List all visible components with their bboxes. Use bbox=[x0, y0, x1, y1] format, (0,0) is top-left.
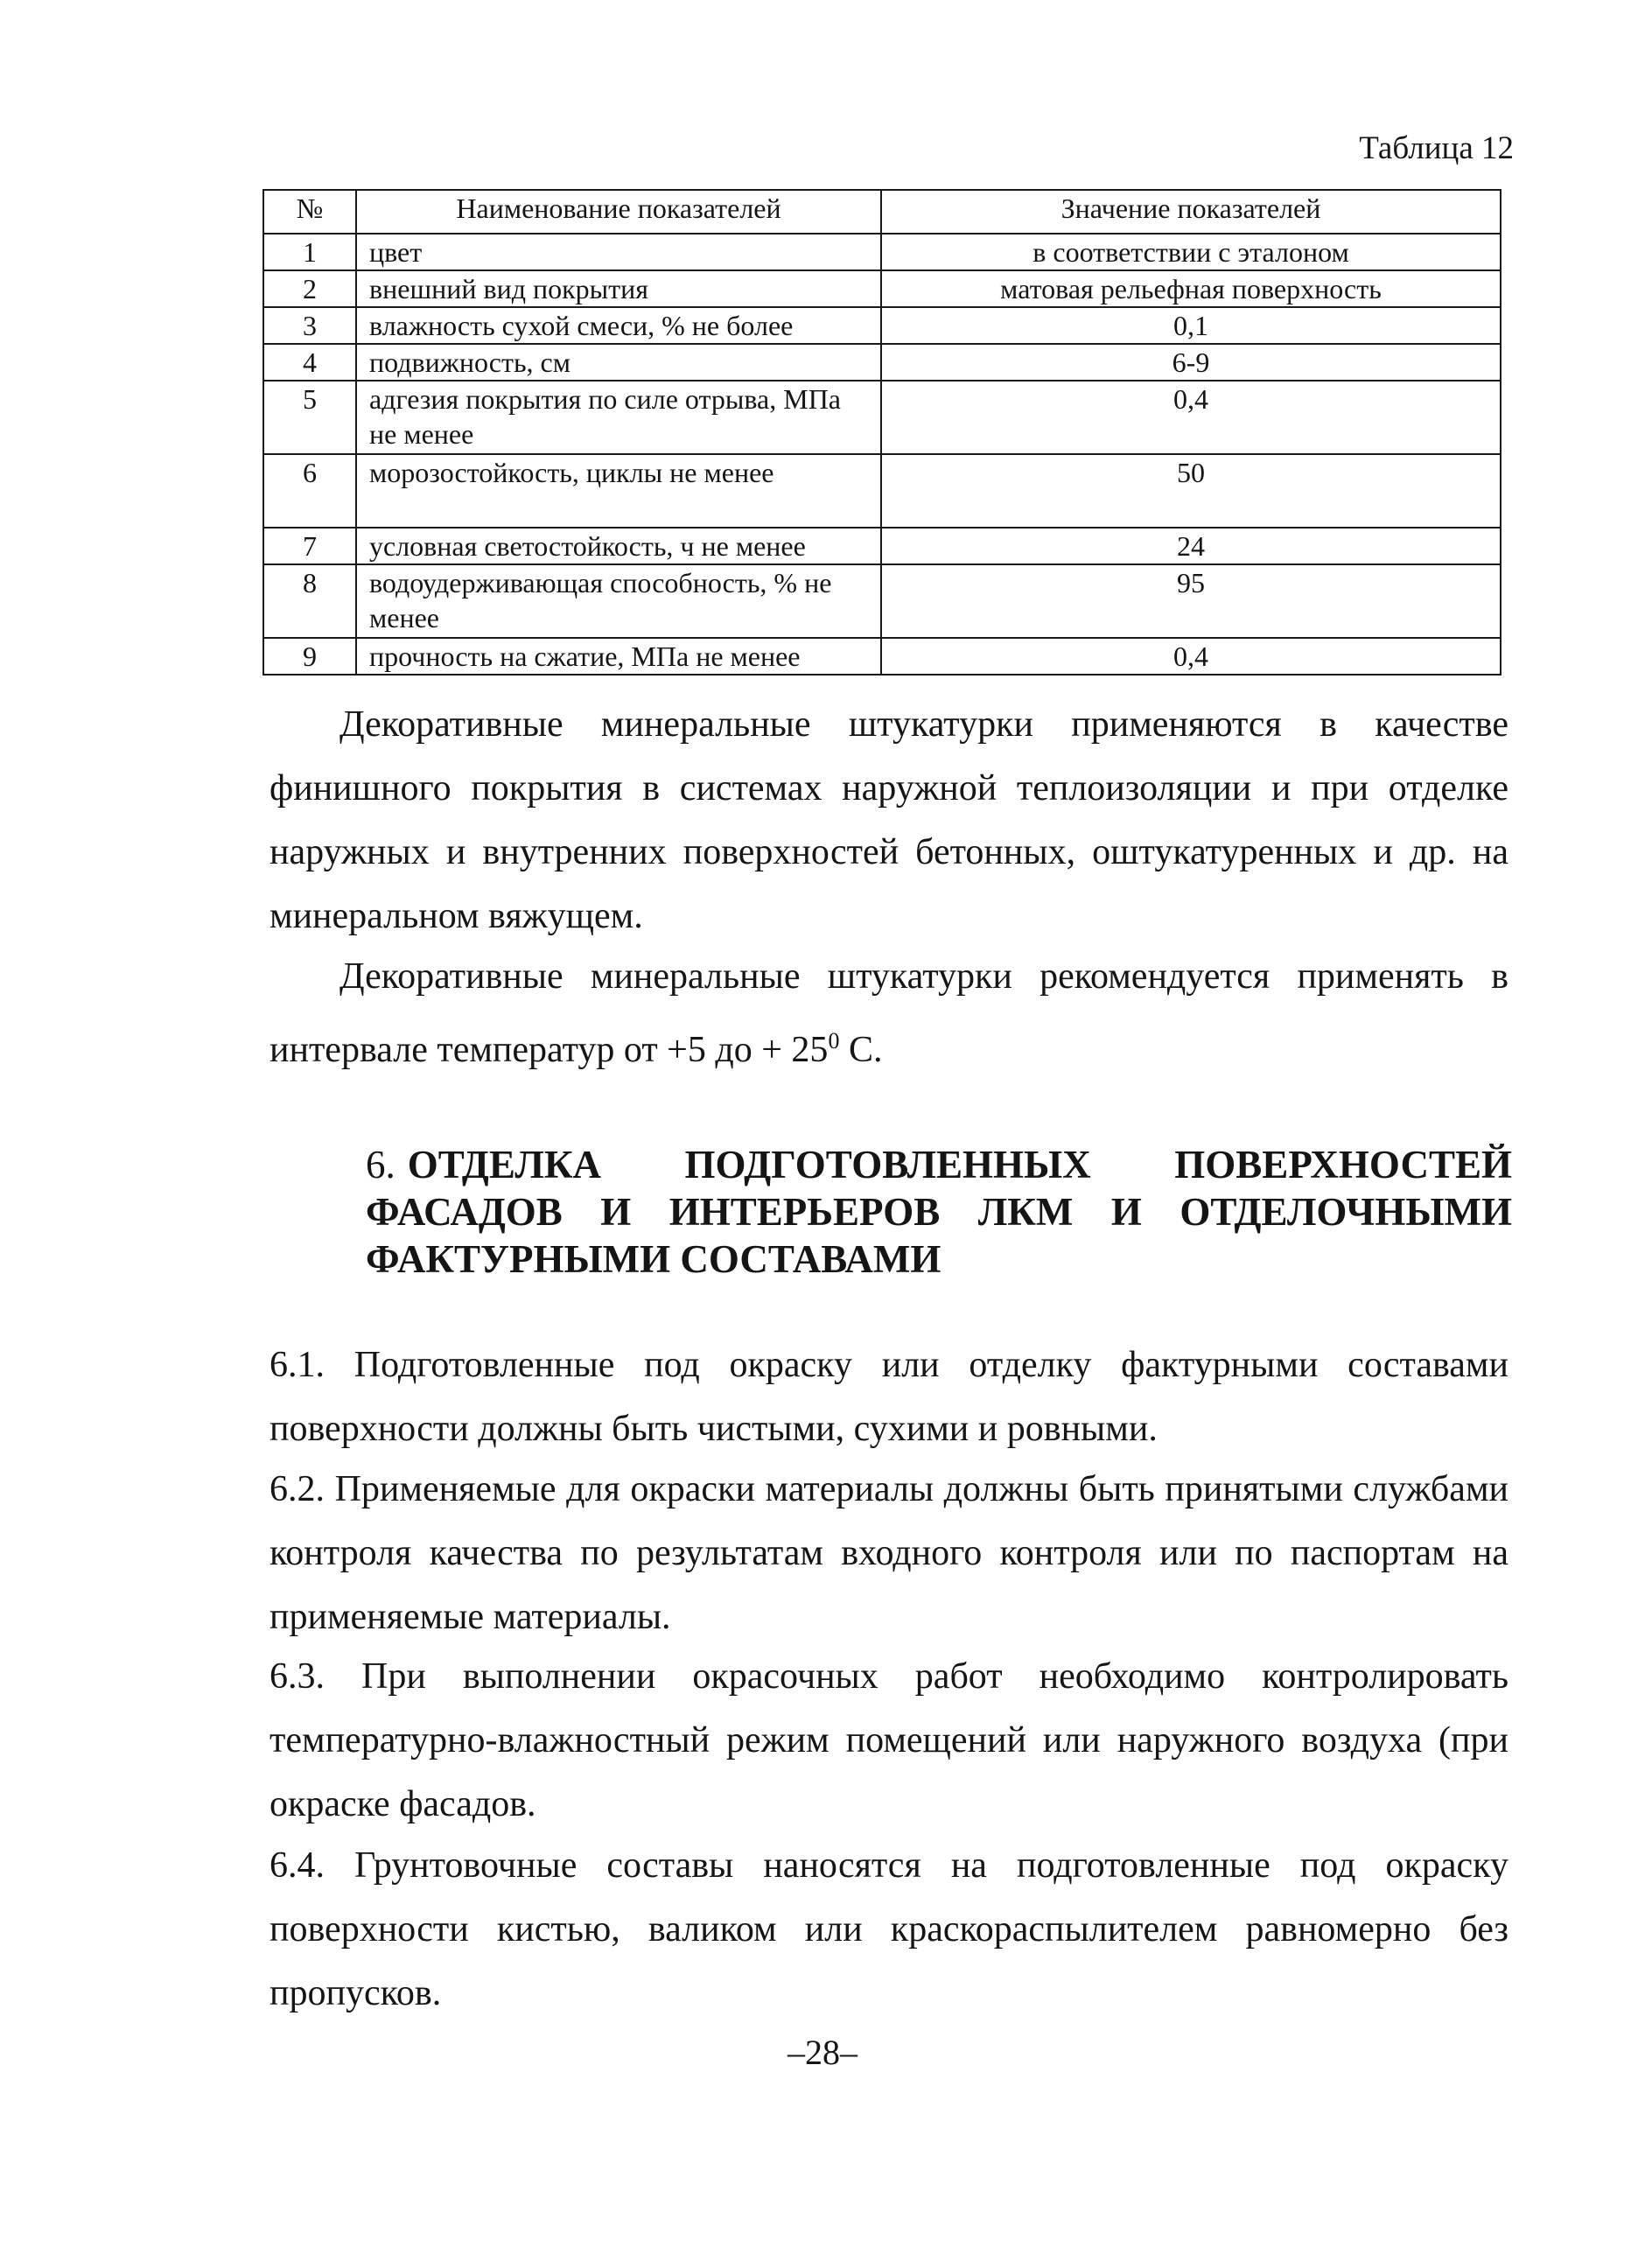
section-title: ОТДЕЛКА ПОДГОТОВЛЕННЫХ ПОВЕРХНОСТЕЙ ФАСАДОВ И ИНТЕРЬЕРОВ ЛКМ И ОТДЕЛОЧНЫМИ ФАКТУРНЫМИ СОСТАВАМИ bbox=[366, 1143, 1512, 1281]
row-indicator-value: 24 bbox=[881, 528, 1501, 564]
section-number: 6. bbox=[366, 1143, 396, 1186]
row-indicator-value: 0,4 bbox=[881, 381, 1501, 454]
row-indicator-value: 95 bbox=[881, 564, 1501, 638]
header-indicator-name: Наименование показателей bbox=[356, 190, 881, 234]
row-indicator-name: влажность сухой смеси, % не более bbox=[356, 307, 881, 344]
row-indicator-value: матовая рельефная поверхность bbox=[881, 270, 1501, 307]
table-row bbox=[263, 270, 1501, 307]
row-indicator-value: в соответствии с эталоном bbox=[881, 234, 1501, 270]
table-row bbox=[263, 528, 1501, 564]
row-number: 1 bbox=[263, 234, 356, 270]
row-indicator-value: 50 bbox=[881, 454, 1501, 528]
row-number: 5 bbox=[263, 381, 356, 454]
page-number: –28– bbox=[788, 2033, 858, 2072]
row-number: 6 bbox=[263, 454, 356, 528]
row-number: 3 bbox=[263, 307, 356, 344]
row-indicator-value: 6-9 bbox=[881, 344, 1501, 381]
paragraph-temperature-range bbox=[270, 945, 1508, 1082]
table-row bbox=[263, 454, 1501, 528]
clause-6-4: 6.4. Грунтовочные составы наносятся на подготовленные под окраску поверхности кистью, валиком или краскораспылителем равномерно без пропусков. bbox=[270, 1845, 1508, 2013]
row-indicator-name: адгезия покрытия по силе отрыва, МПа не менее bbox=[356, 381, 881, 454]
table-row bbox=[263, 638, 1501, 675]
paragraph-decorative-plaster-usage: Декоративные минеральные штукатурки применяются в качестве финишного покрытия в системах наружной теплоизоляции и при отделке наружных и внутренних поверхностей бетонных, оштукатуренных и др. на минеральном вяжущем. bbox=[270, 704, 1508, 936]
clause-6-1: 6.1. Подготовленные под окраску или отделку фактурными составами поверхности должны быть чистыми, сухими и ровными. bbox=[270, 1345, 1508, 1449]
table-header-row bbox=[263, 190, 1501, 234]
clause-6-3: 6.3. При выполнении окрасочных работ необходимо контролировать температурно-влажностный режим помещений или наружного воздуха (при окраске фасадов. bbox=[270, 1656, 1508, 1824]
row-number: 7 bbox=[263, 528, 356, 564]
table-caption: Таблица 12 bbox=[1359, 130, 1514, 166]
row-indicator-name: подвижность, см bbox=[356, 344, 881, 381]
clause-6-2: 6.2. Применяемые для окраски материалы должны быть принятыми службами контроля качества по результатам входного контроля или по паспортам на применяемые материалы. bbox=[270, 1469, 1508, 1637]
table-row bbox=[263, 381, 1501, 454]
row-indicator-name: прочность на сжатие, МПа не менее bbox=[356, 638, 881, 675]
row-indicator-name: условная светостойкость, ч не менее bbox=[356, 528, 881, 564]
section-heading bbox=[366, 1141, 1512, 1283]
row-number: 8 bbox=[263, 564, 356, 638]
temperature-unit: С. bbox=[839, 1030, 883, 1070]
row-number: 4 bbox=[263, 344, 356, 381]
header-number: № bbox=[263, 190, 356, 234]
row-indicator-name: водоудерживающая способность, % не менее bbox=[356, 564, 881, 638]
table-row bbox=[263, 564, 1501, 638]
row-indicator-name: морозостойкость, циклы не менее bbox=[356, 454, 881, 528]
row-indicator-name: внешний вид покрытия bbox=[356, 270, 881, 307]
row-indicator-value: 0,4 bbox=[881, 638, 1501, 675]
table-row bbox=[263, 307, 1501, 344]
row-indicator-value: 0,1 bbox=[881, 307, 1501, 344]
header-indicator-value: Значение показателей bbox=[881, 190, 1501, 234]
row-number: 9 bbox=[263, 638, 356, 675]
table-row bbox=[263, 344, 1501, 381]
temperature-text: Декоративные минеральные штукатурки рекомендуется применять в интервале температур от +5 до + 25 bbox=[270, 956, 1508, 1070]
table-row bbox=[263, 234, 1501, 270]
row-number: 2 bbox=[263, 270, 356, 307]
row-indicator-name: цвет bbox=[356, 234, 881, 270]
degree-superscript: 0 bbox=[828, 1028, 840, 1054]
properties-table bbox=[262, 189, 1502, 676]
